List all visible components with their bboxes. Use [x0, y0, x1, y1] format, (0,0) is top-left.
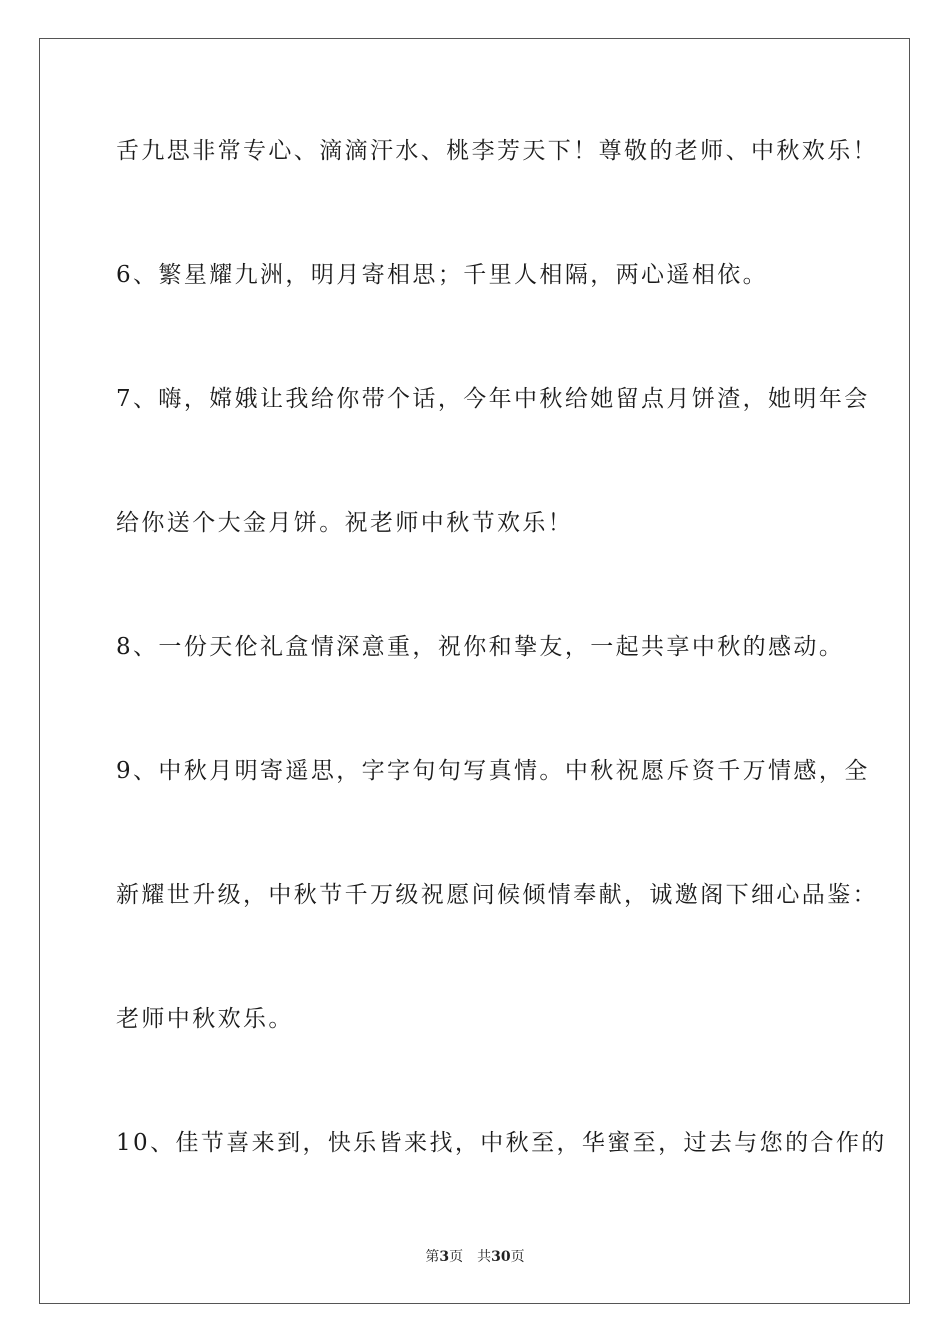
total-page-count: 30 — [491, 1249, 511, 1265]
page-border — [39, 38, 910, 1304]
text-line: 给你送个大金月饼。祝老师中秋节欢乐！ — [116, 510, 574, 536]
text-line: 9、中秋月明寄遥思，字字句句写真情。中秋祝愿斥资千万情感，全 — [116, 758, 870, 784]
page-prefix: 第 — [425, 1249, 440, 1265]
text-line: 10、佳节喜来到，快乐皆来找，中秋至，华蜜至，过去与您的合作的 — [116, 1130, 887, 1156]
current-page-number: 3 — [439, 1249, 450, 1265]
text-line: 6、繁星耀九洲，明月寄相思；千里人相隔，两心遥相依。 — [116, 262, 769, 288]
text-line: 老师中秋欢乐。 — [116, 1006, 294, 1032]
total-suffix: 页 — [510, 1249, 525, 1265]
page-suffix: 页 — [449, 1249, 464, 1265]
text-line: 8、一份天伦礼盒情深意重，祝你和挚友，一起共享中秋的感动。 — [116, 634, 845, 660]
total-prefix: 共 — [477, 1249, 492, 1265]
text-line: 舌九思非常专心、滴滴汗水、桃李芳天下！尊敬的老师、中秋欢乐！ — [116, 138, 878, 164]
page-footer — [0, 1247, 950, 1267]
text-line: 新耀世升级，中秋节千万级祝愿问候倾情奉献，诚邀阁下细心品鉴： — [116, 882, 878, 908]
text-line: 7、嗨，嫦娥让我给你带个话，今年中秋给她留点月饼渣，她明年会 — [116, 386, 870, 412]
